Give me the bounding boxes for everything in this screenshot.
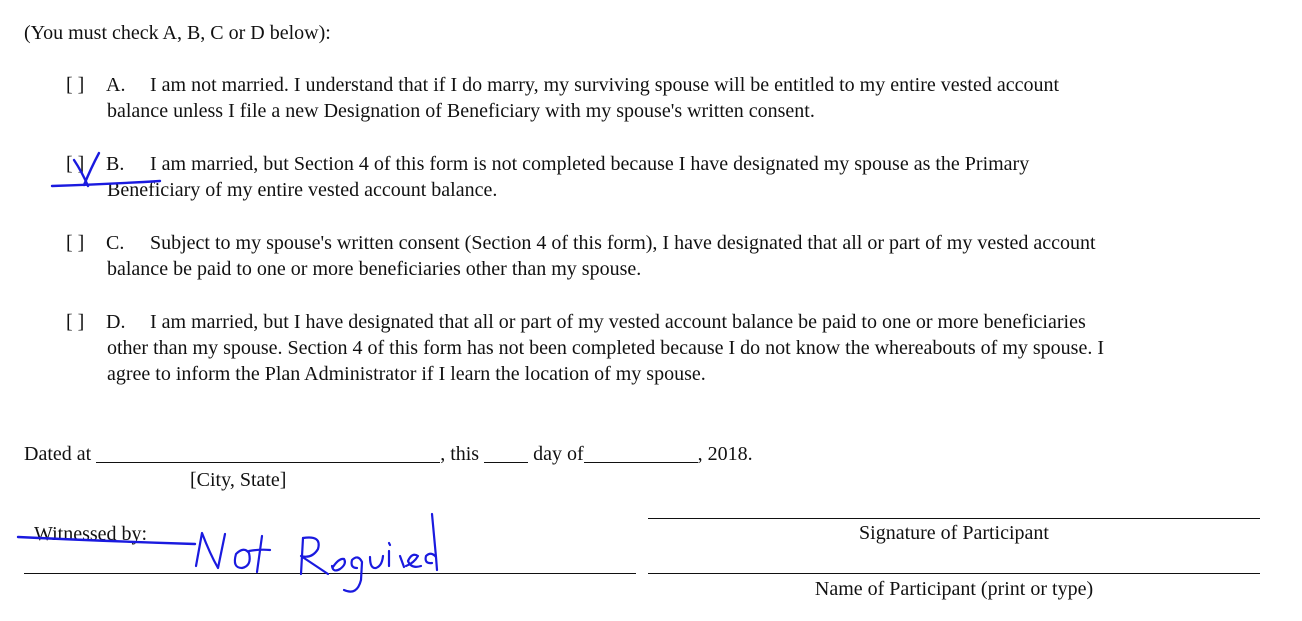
option-text: I am not married. I understand that if I do marry, my surviving spouse will be entitled to my entire vested account: [150, 74, 1060, 96]
checkbox-d[interactable]: [ ]: [66, 311, 85, 333]
name-of-participant-label: Name of Participant (print or type): [814, 578, 1094, 600]
dated-at-label: Dated at: [24, 443, 92, 465]
option-text-cont: balance be paid to one or more beneficiaries other than my spouse.: [107, 258, 642, 280]
option-text: I am married, but Section 4 of this form is not completed because I have designated my spouse as the Primary: [150, 153, 1030, 175]
option-c: [66, 230, 1266, 282]
city-state-label: [City, State]: [190, 469, 287, 491]
month-blank[interactable]: [584, 442, 698, 463]
checkbox-c[interactable]: [ ]: [66, 232, 85, 254]
participant-signature-line[interactable]: [648, 518, 1260, 519]
option-letter: A.: [106, 74, 126, 96]
option-text-cont: Beneficiary of my entire vested account balance.: [107, 179, 498, 201]
option-text: I am married, but I have designated that all or part of my vested account balance be paid to one or more beneficiaries: [150, 311, 1086, 333]
checkbox-b[interactable]: [ ]: [66, 153, 85, 175]
option-text-cont: balance unless I file a new Designation of Beneficiary with my spouse's written consent.: [107, 100, 815, 122]
this-label: , this: [440, 443, 480, 465]
signature-of-participant-label: Signature of Participant: [859, 522, 1049, 544]
dated-row: [24, 441, 753, 467]
year-label: , 2018.: [697, 443, 753, 465]
witnessed-by-label: Witnessed by:: [34, 523, 148, 545]
option-a: [66, 72, 1266, 124]
participant-name-line[interactable]: [648, 573, 1260, 574]
option-text-cont: other than my spouse. Section 4 of this form has not been completed because I do not know the whereabouts of my spouse. I: [107, 337, 1105, 359]
check-instruction: (You must check A, B, C or D below):: [24, 22, 331, 44]
city-state-blank[interactable]: [96, 442, 440, 463]
day-of-label: day of: [533, 443, 584, 465]
option-letter: C.: [106, 232, 125, 254]
option-letter: B.: [106, 153, 125, 175]
checkbox-a[interactable]: [ ]: [66, 74, 85, 96]
option-text-cont: agree to inform the Plan Administrator if I learn the location of my spouse.: [107, 363, 706, 385]
option-b: [66, 151, 1266, 203]
witness-signature-line[interactable]: [24, 573, 636, 574]
day-blank[interactable]: [484, 442, 528, 463]
not-required-handwriting: [196, 514, 437, 592]
option-text: Subject to my spouse's written consent (Section 4 of this form), I have designated that all or part of my vested account: [150, 232, 1096, 254]
option-letter: D.: [106, 311, 126, 333]
option-d: [66, 309, 1266, 387]
